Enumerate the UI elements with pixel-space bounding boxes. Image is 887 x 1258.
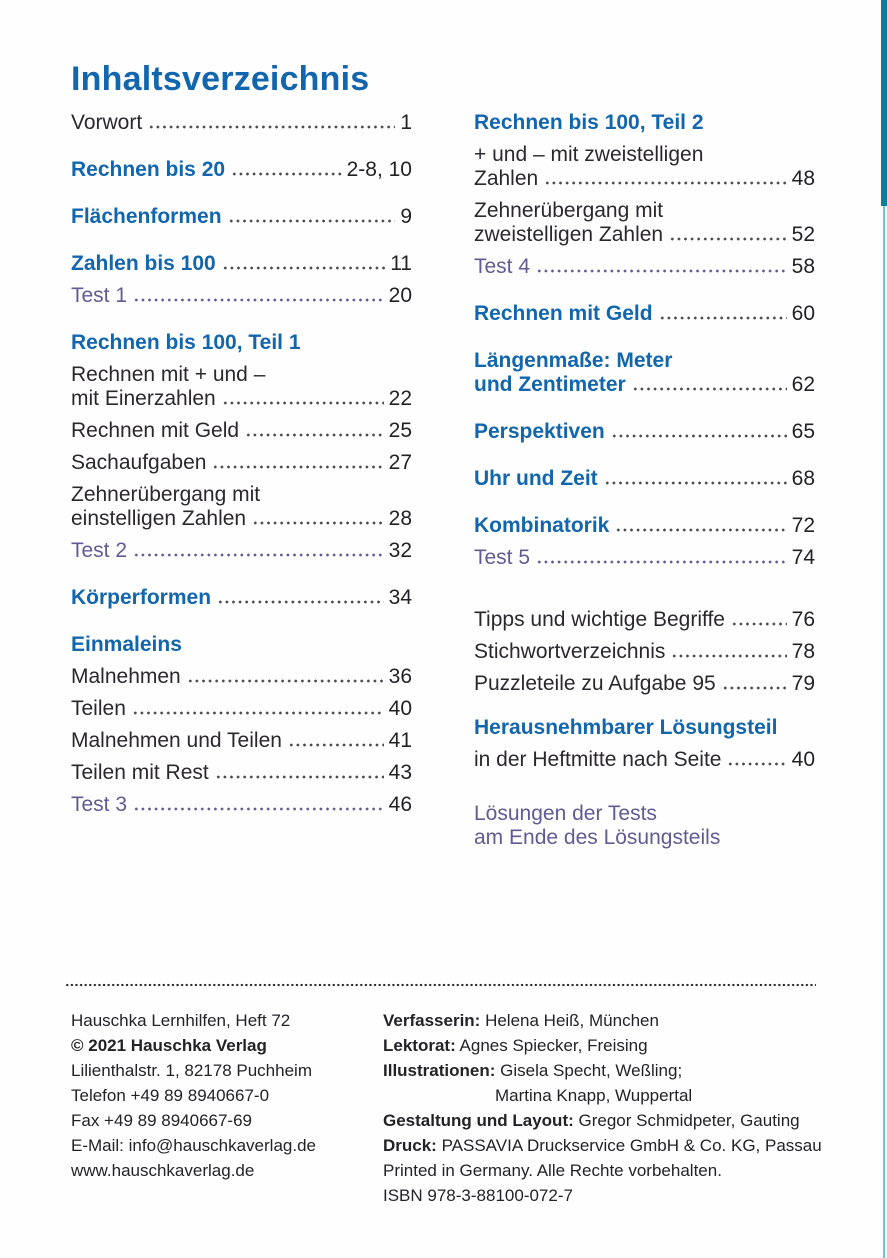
toc-entry	[474, 467, 815, 491]
toc-entry	[474, 143, 815, 191]
entry-label: Stichwortverzeichnis	[474, 640, 666, 663]
entry-label: Puzzleteile zu Aufgabe 95	[474, 672, 716, 695]
footer-line: Hauschka Lernhilfen, Heft 72	[71, 1011, 291, 1030]
entry-page-number: 72	[791, 514, 815, 537]
entry-page-number: 46	[388, 793, 412, 816]
toc-entry	[474, 672, 815, 696]
entry-page-number: 28	[388, 507, 412, 530]
entry-page-number: 9	[400, 205, 412, 228]
dot-leader	[604, 481, 787, 485]
entry-page-number: 11	[390, 252, 412, 275]
dot-leader	[133, 553, 384, 557]
toc-column-right	[474, 111, 815, 850]
toc-entry	[71, 252, 412, 276]
entry-label: in der Heftmitte nach Seite	[474, 748, 722, 771]
entry-label: Rechnen mit Geld	[71, 419, 240, 442]
toc-entry	[474, 640, 815, 664]
footer-line: Illustrationen: Gisela Specht, Weßling;	[383, 1061, 683, 1080]
dot-leader	[722, 686, 787, 690]
dot-leader	[187, 679, 384, 683]
entry-label: Teilen mit Rest	[71, 761, 209, 784]
entry-label: Körperformen	[71, 586, 212, 609]
entry-line2	[474, 826, 815, 850]
entry-label-line2: einstelligen Zahlen	[71, 507, 247, 530]
entry-page-number: 74	[791, 546, 815, 569]
dot-leader	[544, 181, 786, 185]
entry-label-line2: zweistelligen Zahlen	[474, 223, 664, 246]
toc-entry	[71, 761, 412, 785]
entry-label: Malnehmen und Teilen	[71, 729, 282, 752]
footer-line: Fax +49 89 8940667-69	[71, 1111, 253, 1130]
dot-leader	[222, 266, 385, 270]
entry-label: Test 2	[71, 539, 128, 562]
footer-line: Printed in Germany. Alle Rechte vorbehalten.	[383, 1161, 722, 1180]
footer-line: www.hauschkaverlag.de	[71, 1161, 255, 1180]
footer-line: ISBN 978-3-88100-072-7	[383, 1186, 573, 1205]
toc-entry	[71, 419, 412, 443]
toc-entry	[71, 633, 412, 657]
toc-entry	[71, 111, 412, 135]
dot-leader	[222, 401, 384, 405]
footer-line-label: Gestaltung und Layout:	[383, 1111, 574, 1130]
entry-label-line1: Zehnerübergang mit	[474, 199, 664, 222]
entry-page-number: 36	[388, 665, 412, 688]
toc-entry	[474, 514, 815, 538]
entry-page-number: 76	[791, 608, 815, 631]
dot-leader	[132, 711, 384, 715]
entry-label: Rechnen mit Geld	[474, 302, 653, 325]
footer-line: Martina Knapp, Wuppertal	[495, 1086, 693, 1105]
toc-entry	[71, 697, 412, 721]
toc-column-left	[71, 111, 412, 817]
entry-page-number: 25	[388, 419, 412, 442]
entry-label: Perspektiven	[474, 420, 605, 443]
entry-line2	[71, 387, 412, 411]
footer-line-label: Illustrationen:	[383, 1061, 496, 1080]
toc-entry	[474, 349, 815, 397]
dot-leader	[245, 433, 384, 437]
dot-leader	[148, 125, 395, 129]
entry-label: Flächenformen	[71, 205, 222, 228]
entry-label: Vorwort	[71, 111, 143, 134]
footer-line-label: Lektorat:	[383, 1036, 456, 1055]
toc-entry	[474, 255, 815, 279]
entry-page-number: 62	[791, 373, 815, 396]
entry-label-line2: mit Einerzahlen	[71, 387, 216, 410]
toc-entry	[71, 205, 412, 229]
entry-page-number: 79	[791, 672, 815, 695]
dot-leader	[288, 743, 384, 747]
footer-line: Verfasserin: Helena Heiß, München	[383, 1011, 659, 1030]
entry-label: Tipps und wichtige Begriffe	[474, 608, 725, 631]
toc-entry	[474, 199, 815, 247]
entry-label: Zahlen bis 100	[71, 252, 216, 275]
toc-entry	[71, 284, 412, 308]
entry-page-number: 58	[791, 255, 815, 278]
entry-page-number: 22	[388, 387, 412, 410]
footer-divider	[65, 983, 816, 987]
entry-label: Sachaufgaben	[71, 451, 207, 474]
toc-entry	[71, 586, 412, 610]
toc-entry	[71, 539, 412, 563]
dot-leader	[659, 316, 787, 320]
toc-entry	[474, 802, 815, 850]
entry-label-line1: + und – mit zweistelligen	[474, 143, 704, 166]
dot-leader	[611, 434, 787, 438]
entry-page-number: 20	[388, 284, 412, 307]
dot-leader	[133, 298, 384, 302]
footer-line: Lektorat: Agnes Spiecker, Freising	[383, 1036, 648, 1055]
footer-credits	[383, 1008, 863, 1208]
entry-label: Uhr und Zeit	[474, 467, 598, 490]
entry-label: Malnehmen	[71, 665, 181, 688]
footer-publisher-info	[71, 1008, 371, 1183]
entry-label: Herausnehmbarer Lösungsteil	[474, 716, 778, 739]
entry-label: Test 1	[71, 284, 128, 307]
footer-line: Gestaltung und Layout: Gregor Schmidpeter, Gauting	[383, 1111, 800, 1130]
toc-entry	[474, 748, 815, 772]
entry-label: Test 5	[474, 546, 531, 569]
entry-label: Rechnen bis 100, Teil 1	[71, 331, 301, 354]
dot-leader	[252, 521, 384, 525]
footer-line: Telefon +49 89 8940667-0	[71, 1086, 270, 1105]
toc-entry	[71, 483, 412, 531]
toc-entry	[71, 793, 412, 817]
footer-line: Lilienthalstr. 1, 82178 Puchheim	[71, 1061, 312, 1080]
page-title: Inhaltsverzeichnis	[71, 60, 370, 98]
footer-line: Druck: PASSAVIA Druckservice GmbH & Co. KG, Passau	[383, 1136, 822, 1155]
toc-entry	[474, 302, 815, 326]
dot-leader	[727, 762, 786, 766]
entry-label-line1: Längenmaße: Meter	[474, 349, 673, 372]
dot-leader	[133, 807, 384, 811]
dot-leader	[215, 775, 384, 779]
dot-leader	[731, 622, 787, 626]
entry-page-number: 40	[791, 748, 815, 771]
entry-label-line2: am Ende des Lösungsteils	[474, 826, 721, 849]
entry-page-number: 60	[791, 302, 815, 325]
entry-line2	[474, 223, 815, 247]
entry-page-number: 68	[791, 467, 815, 490]
entry-label-line1: Zehnerübergang mit	[71, 483, 261, 506]
toc-entry	[71, 665, 412, 689]
entry-label-line1: Rechnen mit + und –	[71, 363, 266, 386]
dot-leader	[536, 560, 787, 564]
toc-entry	[71, 451, 412, 475]
toc-entry	[474, 716, 815, 740]
footer-line: © 2021 Hauschka Verlag	[71, 1036, 267, 1055]
entry-page-number: 43	[388, 761, 412, 784]
entry-label-line2: Zahlen	[474, 167, 539, 190]
entry-page-number: 78	[791, 640, 815, 663]
footer-line: E-Mail: info@hauschkaverlag.de	[71, 1136, 316, 1155]
entry-page-number: 41	[388, 729, 412, 752]
entry-line2	[474, 167, 815, 191]
dot-leader	[536, 269, 787, 273]
toc-entry	[71, 363, 412, 411]
dot-leader	[632, 387, 787, 391]
toc-entry	[474, 546, 815, 570]
entry-label: Teilen	[71, 697, 126, 720]
page-edge-mark	[881, 0, 887, 206]
footer-line-label: Verfasserin:	[383, 1011, 481, 1030]
entry-page-number: 48	[791, 167, 815, 190]
toc-entry	[71, 158, 412, 182]
entry-page-number: 27	[388, 451, 412, 474]
toc-entry	[474, 608, 815, 632]
entry-line2	[71, 507, 412, 531]
entry-page-number: 32	[388, 539, 412, 562]
dot-leader	[231, 172, 342, 176]
entry-label: Rechnen bis 100, Teil 2	[474, 111, 704, 134]
dot-leader	[228, 219, 396, 223]
footer-line-label: Druck:	[383, 1136, 437, 1155]
entry-line2	[474, 373, 815, 397]
entry-label: Einmaleins	[71, 633, 182, 656]
entry-page-number: 52	[791, 223, 815, 246]
entry-page-number: 40	[388, 697, 412, 720]
entry-label-line1: Lösungen der Tests	[474, 802, 657, 825]
entry-page-number: 65	[791, 420, 815, 443]
dot-leader	[669, 237, 787, 241]
dot-leader	[212, 465, 383, 469]
toc-entry	[71, 729, 412, 753]
entry-label-line2: und Zentimeter	[474, 373, 626, 396]
toc-entry	[474, 420, 815, 444]
entry-label: Test 3	[71, 793, 128, 816]
dot-leader	[217, 600, 384, 604]
entry-label: Rechnen bis 20	[71, 158, 226, 181]
toc-entry	[71, 331, 412, 355]
dot-leader	[671, 654, 786, 658]
entry-page-number: 34	[388, 586, 412, 609]
entry-page-number: 2-8, 10	[346, 158, 412, 181]
entry-label: Kombinatorik	[474, 514, 610, 537]
dot-leader	[615, 528, 786, 532]
entry-label: Test 4	[474, 255, 531, 278]
toc-entry	[474, 111, 815, 135]
entry-page-number: 1	[400, 111, 412, 134]
